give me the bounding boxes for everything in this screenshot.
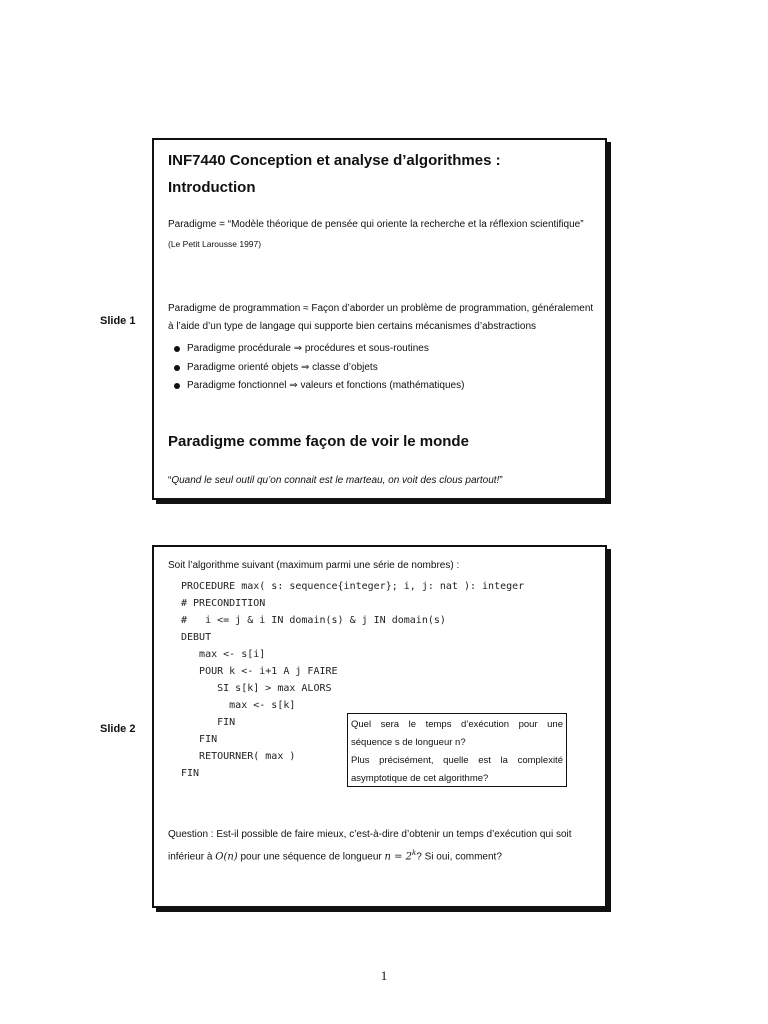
code-line: FIN	[181, 734, 218, 745]
bullet-text: Paradigme fonctionnel ⇒ valeurs et fonctions (mathématiques)	[187, 380, 465, 391]
question-line2: inférieur à O(n) pour une séquence de longueur $n = 2^k$? Si oui, comment?	[168, 849, 502, 863]
box-line: séquence s de longueur n?	[351, 737, 466, 748]
bullet-item	[172, 377, 464, 396]
page-number: 1	[380, 968, 388, 983]
slide-1	[152, 138, 607, 500]
code-line: # i <= j & i IN domain(s) & j IN domain(s)	[181, 615, 446, 626]
code-line: FIN	[181, 717, 236, 728]
box-line: Quel sera le temps d’exécution pour une	[351, 719, 563, 730]
definition-source: (Le Petit Larousse 1997)	[168, 239, 262, 249]
code-line: FIN	[181, 768, 200, 779]
bullet-dot-icon	[174, 365, 180, 371]
bullet-text: Paradigme procédurale ⇒ procédures et sous-routines	[187, 343, 429, 354]
box-line: Plus précisément, quelle est la complexité	[351, 755, 563, 766]
question-line1: Question : Est-il possible de faire mieux, c’est-à-dire d’obtenir un temps d’exécution qui soit	[168, 829, 572, 840]
improvement-question	[168, 825, 598, 866]
programming-paradigm-line2: à l’aide d’un type de langage qui supporte bien certains mécanismes d’abstractions	[168, 321, 537, 332]
box-line: asymptotique de cet algorithme?	[351, 773, 489, 784]
section-title: Paradigme comme façon de voir le monde	[168, 433, 469, 450]
bullet-dot-icon	[174, 346, 180, 352]
math-o-n: O(n)	[215, 851, 238, 863]
paradigm-bullet-list	[172, 340, 464, 396]
paradigm-definition: Paradigme = “Modèle théorique de pensée qui oriente la recherche et la réflexion scientifique”	[168, 219, 584, 230]
math-exponent: k	[412, 849, 417, 857]
code-line: RETOURNER( max )	[181, 751, 296, 762]
bullet-item	[172, 359, 464, 378]
code-line: SI s[k] > max ALORS	[181, 683, 332, 694]
algorithm-intro: Soit l’algorithme suivant (maximum parmi une série de nombres) :	[168, 560, 460, 571]
slide-title-line1: INF7440 Conception et analyse d’algorithmes :	[168, 152, 501, 169]
bullet-item	[172, 340, 464, 359]
code-line: DEBUT	[181, 632, 212, 643]
slide-2-label: Slide 2	[100, 723, 136, 735]
code-line: # PRECONDITION	[181, 598, 266, 609]
programming-paradigm-line1: Paradigme de programmation ≈ Façon d’aborder un problème de programmation, généralement	[168, 303, 594, 314]
code-line: max <- s[k]	[181, 700, 296, 711]
complexity-question-box	[347, 713, 567, 787]
code-line: max <- s[i]	[181, 649, 266, 660]
code-line: POUR k <- i+1 A j FAIRE	[181, 666, 338, 677]
bullet-text: Paradigme orienté objets ⇒ classe d’objets	[187, 361, 378, 373]
slide-2	[152, 545, 607, 908]
bullet-dot-icon	[174, 383, 180, 389]
slide-1-label: Slide 1	[100, 315, 136, 327]
hammer-quote: “Quand le seul outil qu’on connait est le marteau, on voit des clous partout!”	[168, 475, 503, 486]
math-n-equals: n = 2	[384, 851, 413, 863]
code-line: PROCEDURE max( s: sequence{integer}; i, j: nat ): integer	[181, 581, 525, 592]
slide-title-line2: Introduction	[168, 179, 256, 196]
